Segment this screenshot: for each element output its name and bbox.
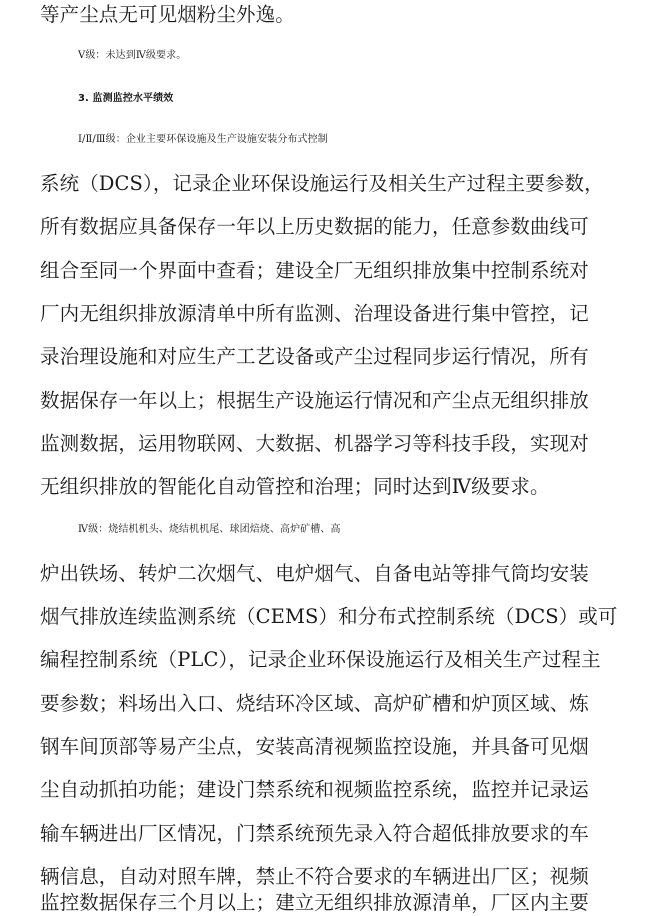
- text-line-10: 数据保存一年以上；根据生产设施运行情况和产尘点无组织排放: [40, 389, 589, 412]
- text-line-4: Ⅰ/Ⅱ/Ⅲ级：企业主要环保设施及生产设施安装分布式控制: [78, 134, 328, 145]
- text-line-1: 等产尘点无可见烟粉尘外逸。: [40, 3, 295, 26]
- text-line-6: 所有数据应具备保存一年以上历史数据的能力，任意参数曲线可: [40, 215, 589, 238]
- text-line-20: 输车辆进出厂区情况，门禁系统预先录入符合超低排放要求的车: [40, 822, 589, 845]
- text-line-11: 监测数据，运用物联网、大数据、机器学习等科技手段，实现对: [40, 432, 589, 455]
- text-line-8: 厂内无组织排放源清单中所有监测、治理设备进行集中管控，记: [40, 302, 589, 325]
- text-line-2: Ⅴ级：未达到Ⅳ级要求。: [78, 50, 187, 61]
- text-line-18: 钢车间顶部等易产尘点，安装高清视频监控设施，并具备可见烟: [40, 735, 589, 758]
- text-line-19: 尘自动抓拍功能；建设门禁系统和视频监控系统，监控并记录运: [40, 778, 589, 801]
- text-line-5: 系统（DCS），记录企业环保设施运行及相关生产过程主要参数，: [40, 172, 604, 195]
- text-line-13: Ⅳ级：烧结机机头、烧结机机尾、球团焙烧、高炉矿槽、高: [78, 524, 341, 535]
- text-line-21: 辆信息，自动对照车牌，禁止不符合要求的车辆进出厂区；视频: [40, 865, 589, 888]
- text-line-9: 录治理设施和对应生产工艺设备或产尘过程同步运行情况，所有: [40, 345, 589, 368]
- text-line-12: 无组织排放的智能化自动管控和治理；同时达到Ⅳ级要求。: [40, 475, 550, 498]
- text-line-15: 烟气排放连续监测系统（CEMS）和分布式控制系统（DCS）或可: [40, 605, 618, 628]
- text-line-14: 炉出铁场、转炉二次烟气、电炉烟气、自备电站等排气筒均安装: [40, 562, 589, 585]
- text-line-16: 编程控制系统（PLC），记录企业环保设施运行及相关生产过程主: [40, 648, 601, 671]
- text-line-7: 组合至同一个界面中查看；建设全厂无组织排放集中控制系统对: [40, 259, 589, 282]
- text-line-22: 监控数据保存三个月以上；建立无组织排放源清单，厂区内主要: [40, 891, 589, 914]
- section-heading: 3. 监测监控水平绩效: [78, 93, 174, 104]
- text-line-17: 要参数；料场出入口、烧结环冷区域、高炉矿槽和炉顶区域、炼: [40, 692, 589, 715]
